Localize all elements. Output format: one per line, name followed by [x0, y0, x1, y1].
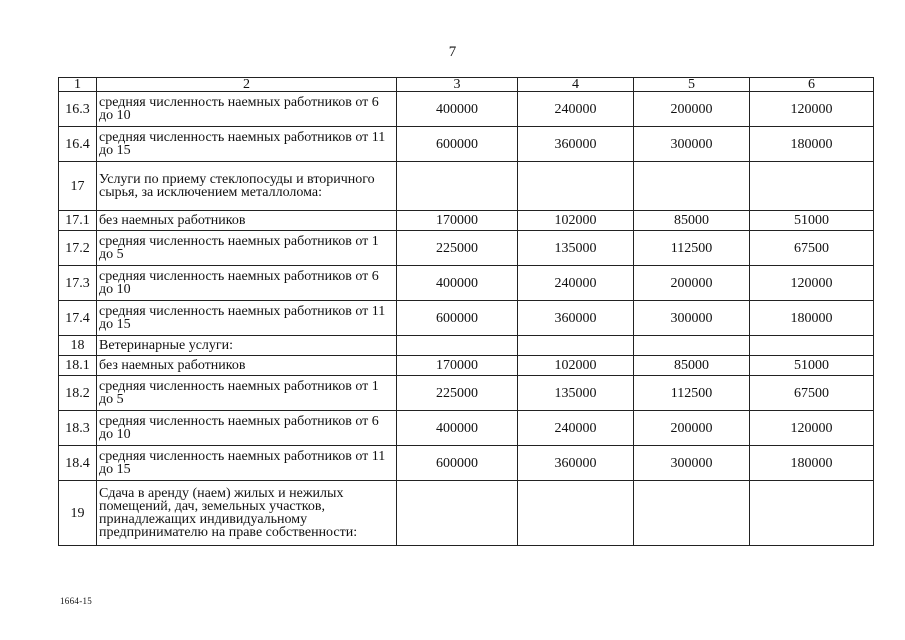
cell-col6: 180000: [750, 301, 874, 336]
cell-col4: 102000: [518, 211, 634, 231]
row-number: 19: [59, 481, 97, 546]
table-row: [59, 266, 874, 301]
cell-col4: 135000: [518, 376, 634, 411]
row-description: Сдача в аренду (наем) жилых и нежилых помещений, дач, земельных участков, принадлежащих индивидуальному предпринимателю на праве собственности:: [97, 481, 397, 546]
table-row: [59, 211, 874, 231]
cell-col3: 600000: [397, 446, 518, 481]
rates-table: [58, 77, 874, 546]
cell-col5: 112500: [634, 231, 750, 266]
cell-col6: 180000: [750, 446, 874, 481]
cell-col5: 300000: [634, 127, 750, 162]
row-description: средняя численность наемных работников от 11 до 15: [97, 127, 397, 162]
row-number: 17: [59, 162, 97, 211]
table-row: [59, 411, 874, 446]
cell-col4: [518, 162, 634, 211]
cell-col5: 200000: [634, 411, 750, 446]
row-number: 17.2: [59, 231, 97, 266]
cell-col4: 360000: [518, 301, 634, 336]
table-row: [59, 446, 874, 481]
cell-col3: 170000: [397, 211, 518, 231]
table-header-row: [59, 78, 874, 92]
cell-col3: 170000: [397, 356, 518, 376]
column-number-4: 4: [518, 78, 634, 92]
row-number: 18.3: [59, 411, 97, 446]
cell-col6: 51000: [750, 211, 874, 231]
table-row: [59, 481, 874, 546]
row-number: 18: [59, 336, 97, 356]
row-description: средняя численность наемных работников от 6 до 10: [97, 411, 397, 446]
row-description: средняя численность наемных работников от 6 до 10: [97, 92, 397, 127]
cell-col3: 400000: [397, 411, 518, 446]
cell-col3: 400000: [397, 266, 518, 301]
row-description: без наемных работников: [97, 356, 397, 376]
table-row: [59, 336, 874, 356]
cell-col4: 360000: [518, 446, 634, 481]
table-row: [59, 162, 874, 211]
cell-col5: 300000: [634, 301, 750, 336]
cell-col4: 240000: [518, 411, 634, 446]
row-number: 17.4: [59, 301, 97, 336]
row-description: средняя численность наемных работников от 1 до 5: [97, 376, 397, 411]
row-description: без наемных работников: [97, 211, 397, 231]
row-number: 16.4: [59, 127, 97, 162]
column-number-6: 6: [750, 78, 874, 92]
cell-col6: 67500: [750, 376, 874, 411]
row-description: средняя численность наемных работников от 6 до 10: [97, 266, 397, 301]
row-number: 16.3: [59, 92, 97, 127]
cell-col3: 225000: [397, 376, 518, 411]
column-number-5: 5: [634, 78, 750, 92]
column-number-3: 3: [397, 78, 518, 92]
cell-col5: 85000: [634, 211, 750, 231]
row-number: 18.2: [59, 376, 97, 411]
cell-col6: [750, 336, 874, 356]
cell-col6: 67500: [750, 231, 874, 266]
cell-col6: 180000: [750, 127, 874, 162]
page-number: 7: [448, 44, 457, 60]
cell-col3: 225000: [397, 231, 518, 266]
cell-col4: 360000: [518, 127, 634, 162]
cell-col4: [518, 481, 634, 546]
row-description: средняя численность наемных работников от 11 до 15: [97, 446, 397, 481]
cell-col5: 200000: [634, 266, 750, 301]
cell-col3: [397, 336, 518, 356]
cell-col5: 85000: [634, 356, 750, 376]
cell-col4: 240000: [518, 92, 634, 127]
cell-col6: 120000: [750, 92, 874, 127]
cell-col5: [634, 481, 750, 546]
row-description: Услуги по приему стеклопосуды и вторичного сырья, за исключением металлолома:: [97, 162, 397, 211]
row-description: средняя численность наемных работников от 1 до 5: [97, 231, 397, 266]
row-description: средняя численность наемных работников от 11 до 15: [97, 301, 397, 336]
column-number-1: 1: [59, 78, 97, 92]
cell-col4: 102000: [518, 356, 634, 376]
cell-col3: 400000: [397, 92, 518, 127]
cell-col3: [397, 162, 518, 211]
cell-col5: 200000: [634, 92, 750, 127]
cell-col5: 112500: [634, 376, 750, 411]
cell-col4: 135000: [518, 231, 634, 266]
cell-col5: [634, 336, 750, 356]
row-number: 17.1: [59, 211, 97, 231]
cell-col6: 51000: [750, 356, 874, 376]
column-number-2: 2: [97, 78, 397, 92]
cell-col5: 300000: [634, 446, 750, 481]
cell-col4: 240000: [518, 266, 634, 301]
cell-col3: [397, 481, 518, 546]
document-code: 1664-15: [60, 596, 93, 606]
cell-col6: [750, 481, 874, 546]
row-number: 18.4: [59, 446, 97, 481]
row-number: 18.1: [59, 356, 97, 376]
cell-col5: [634, 162, 750, 211]
cell-col3: 600000: [397, 127, 518, 162]
table-row: [59, 231, 874, 266]
cell-col4: [518, 336, 634, 356]
table-row: [59, 356, 874, 376]
row-description: Ветеринарные услуги:: [97, 336, 397, 356]
cell-col3: 600000: [397, 301, 518, 336]
cell-col6: [750, 162, 874, 211]
table-row: [59, 376, 874, 411]
table-row: [59, 92, 874, 127]
cell-col6: 120000: [750, 411, 874, 446]
cell-col6: 120000: [750, 266, 874, 301]
table-row: [59, 127, 874, 162]
row-number: 17.3: [59, 266, 97, 301]
table-row: [59, 301, 874, 336]
